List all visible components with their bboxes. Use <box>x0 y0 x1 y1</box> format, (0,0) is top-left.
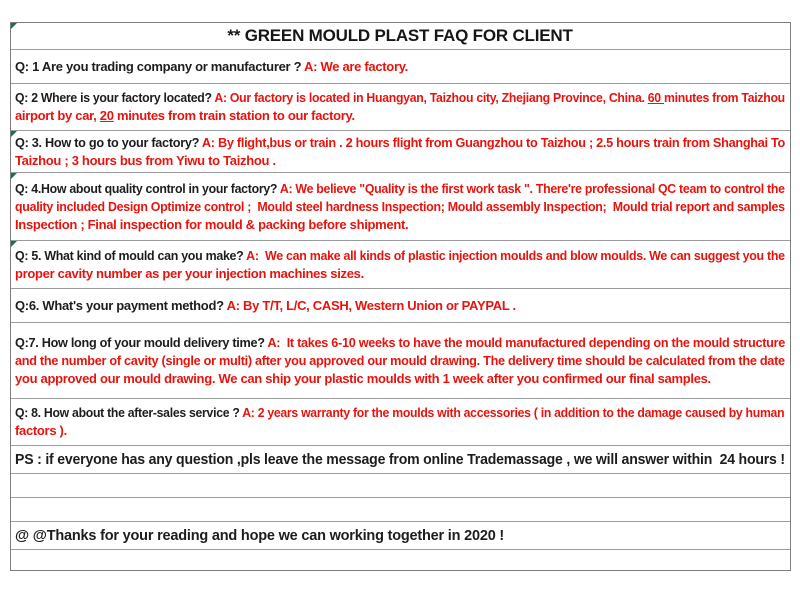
answer-text: you approved our mould drawing. We can ship your plastic moulds with 1 week after you confirmed our final samples. <box>15 370 711 386</box>
text-line <box>15 297 785 315</box>
text-line <box>15 334 786 352</box>
question-text: Q: 4.How about quality control in your factory? <box>15 180 280 196</box>
faq-row-q2[interactable] <box>11 84 790 131</box>
question-text: Q: 2 Where is your factory located? <box>15 90 215 105</box>
question-text: Q:7. How long of your mould delivery time? <box>15 334 268 350</box>
answer-text: Taizhou ; 3 hours bus from Yiwu to Taizhou . <box>15 152 276 168</box>
text-line <box>15 352 785 370</box>
answer-text: and the number of cavity (single or multi) after you approved our mould drawing. The delivery time should be calculated from the date <box>15 352 785 368</box>
faq-row-q4[interactable] <box>11 173 790 241</box>
faq-row-q7[interactable] <box>11 323 790 399</box>
answer-text: Inspection ; Final inspection for mould & packing before shipment. <box>15 216 409 232</box>
corner-flag-icon <box>11 23 17 29</box>
answer-text: A: 2 years warranty for the moulds with accessories ( in addition to the damage caused by human <box>242 405 785 420</box>
faq-row-q5[interactable] <box>11 241 790 289</box>
text-line <box>15 152 785 170</box>
answer-text: A: We are factory. <box>304 58 408 74</box>
thanks-row[interactable] <box>11 522 790 550</box>
answer-text: A: By flight,bus or train . 2 hours flight from Guangzhou to Taizhou ; 2.5 hours train from Shanghai To <box>201 134 786 150</box>
answer-text: proper cavity number as per your injection machines sizes. <box>15 265 364 281</box>
text-line <box>15 134 786 152</box>
faq-sheet <box>10 22 791 571</box>
text-line <box>15 370 785 388</box>
text-line <box>15 107 785 125</box>
empty-row[interactable] <box>11 550 790 570</box>
text-line <box>15 265 785 283</box>
faq-row-q1[interactable] <box>11 50 790 84</box>
answer-text: factors ). <box>15 423 67 438</box>
faq-row-q8[interactable] <box>11 399 790 446</box>
answer-text: minutes from Taizhou <box>663 90 785 105</box>
note-text: PS : if everyone has any question ,pls leave the message from online Trademassage , we will answer within 24 hours ! <box>15 451 785 468</box>
empty-row[interactable] <box>11 498 790 522</box>
answer-text: quality included Design Optimize control ; Mould steel hardness Inspection; Mould assembly Inspection; Mould trial report and samples <box>15 198 785 214</box>
corner-flag-icon <box>11 173 17 179</box>
text-line <box>15 404 785 422</box>
text-line <box>15 422 785 440</box>
question-text: Q: 5. What kind of mould can you make? <box>15 247 247 263</box>
text-line <box>15 89 785 107</box>
text-line <box>15 24 785 48</box>
answer-text: minutes from train station to our factory. <box>113 108 355 123</box>
text-line <box>15 247 785 265</box>
answer-text: airport by car, <box>15 108 100 123</box>
answer-text: A: By T/T, L/C, CASH, Western Union or PAYPAL . <box>226 297 516 313</box>
faq-row-q3[interactable] <box>11 131 790 173</box>
answer-underlined-text: 60 <box>647 90 664 105</box>
answer-text: A: It takes 6-10 weeks to have the mould manufactured depending on the mould structure <box>267 334 786 350</box>
question-text: Q:6. What's your payment method? <box>15 297 227 313</box>
answer-underlined-text: 20 <box>99 108 114 123</box>
empty-row[interactable] <box>11 474 790 498</box>
text-line <box>15 450 785 470</box>
note-text: @ @Thanks for your reading and hope we can working together in 2020 ! <box>15 527 505 544</box>
text-line <box>15 198 785 216</box>
text-line <box>15 58 785 76</box>
question-text: Q: 1 Are you trading company or manufacturer ? <box>15 58 305 74</box>
title-row[interactable] <box>11 23 790 50</box>
answer-text: A: We can make all kinds of plastic injection moulds and blow moulds. We can suggest you the <box>246 247 785 263</box>
question-text: Q: 3. How to go to your factory? <box>15 134 202 150</box>
question-text: Q: 8. How about the after-sales service ? <box>15 405 243 420</box>
title-text: ** GREEN MOULD PLAST FAQ FOR CLIENT <box>227 26 573 45</box>
ps-note-row[interactable] <box>11 446 790 474</box>
text-line <box>15 216 785 234</box>
answer-text: A: Our factory is located in Huangyan, Taizhou city, Zhejiang Province, China. <box>214 90 648 105</box>
answer-text: A: We believe "Quality is the first work task ". There're professional QC team to control the <box>279 180 785 196</box>
text-line <box>15 526 785 546</box>
faq-row-q6[interactable] <box>11 289 790 323</box>
text-line <box>15 180 785 198</box>
